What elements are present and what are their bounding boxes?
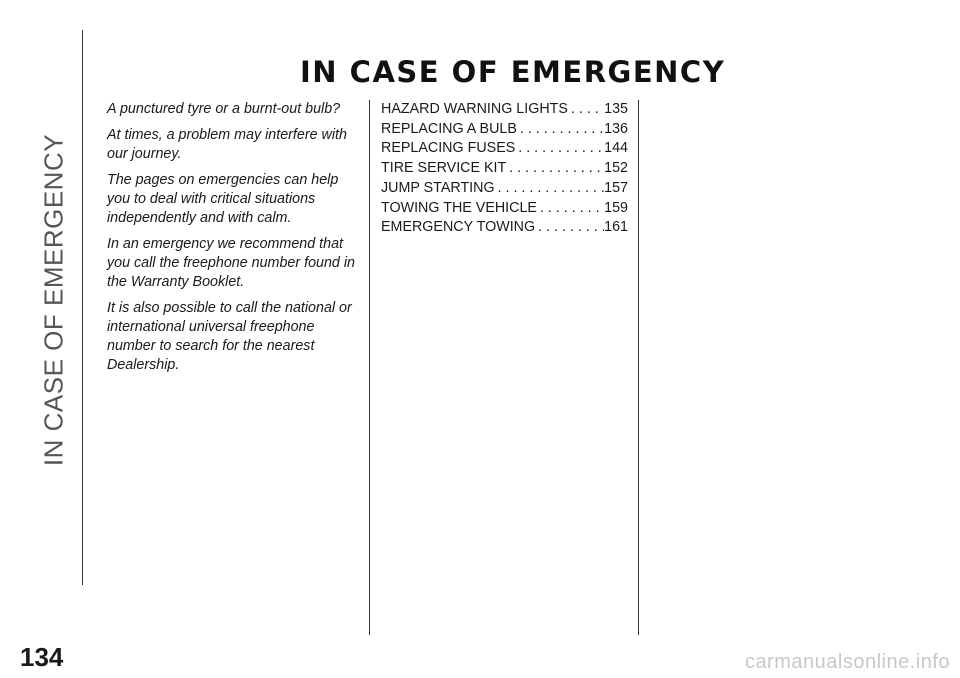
toc-entry-tire-service-kit[interactable] [381,159,628,179]
toc-entry-emergency-towing[interactable] [381,218,628,238]
toc-leader-dots [495,179,605,199]
toc-entry-label: EMERGENCY TOWING [381,219,536,236]
section-side-title: IN CASE OF EMERGENCY [38,133,69,467]
toc-entry-hazard-warning-lights[interactable] [381,100,628,120]
toc-entry-page: 144 [604,140,628,157]
intro-paragraph: At times, a problem may interfere with our journey. [107,127,347,162]
page-number: 134 [20,642,64,672]
toc-leader-dots [537,199,604,219]
toc-entry-label: JUMP STARTING [381,179,495,196]
toc-entry-page: 161 [604,219,628,236]
toc-leader-dots [515,139,604,159]
toc-leader-dots [568,100,604,120]
column-divider-right [638,100,639,635]
toc-entry-label: HAZARD WARNING LIGHTS [381,101,568,117]
toc-entry-towing-the-vehicle[interactable] [381,199,628,219]
intro-text [107,100,359,382]
toc-entry-label: REPLACING FUSES [381,140,516,157]
toc-entry-label: TOWING THE VEHICLE [381,199,537,216]
toc-entry-jump-starting[interactable] [381,179,628,199]
toc-entry-label: TIRE SERVICE KIT [381,160,507,177]
toc-entry-page: 157 [604,179,628,196]
toc-leader-dots [517,120,604,140]
intro-paragraph: A punctured tyre or a burnt-out bulb? [107,101,341,117]
page-title: IN CASE OF EMERGENCY [300,55,726,90]
intro-paragraph: The pages on emergencies can help you to deal with critical situations independently and with calm. [107,172,339,226]
column-divider-left [369,100,370,635]
intro-paragraph: It is also possible to call the national or international universal freephone number to search for the nearest Dealership. [107,300,352,373]
toc-entry-page: 152 [604,160,628,177]
toc-entry-label: REPLACING A BULB [381,120,517,137]
toc-leader-dots [535,218,604,238]
intro-paragraph: In an emergency we recommend that you call the freephone number found in the Warranty Booklet. [107,236,355,290]
toc-entry-page: 136 [604,120,628,137]
table-of-contents [381,100,628,238]
toc-entry-replacing-a-bulb[interactable] [381,120,628,140]
toc-entry-replacing-fuses[interactable] [381,139,628,159]
toc-leader-dots [506,159,604,179]
toc-entry-page: 135 [604,101,628,117]
toc-entry-page: 159 [604,199,628,216]
side-divider [82,30,83,585]
watermark: carmanualsonline.info [744,651,950,673]
